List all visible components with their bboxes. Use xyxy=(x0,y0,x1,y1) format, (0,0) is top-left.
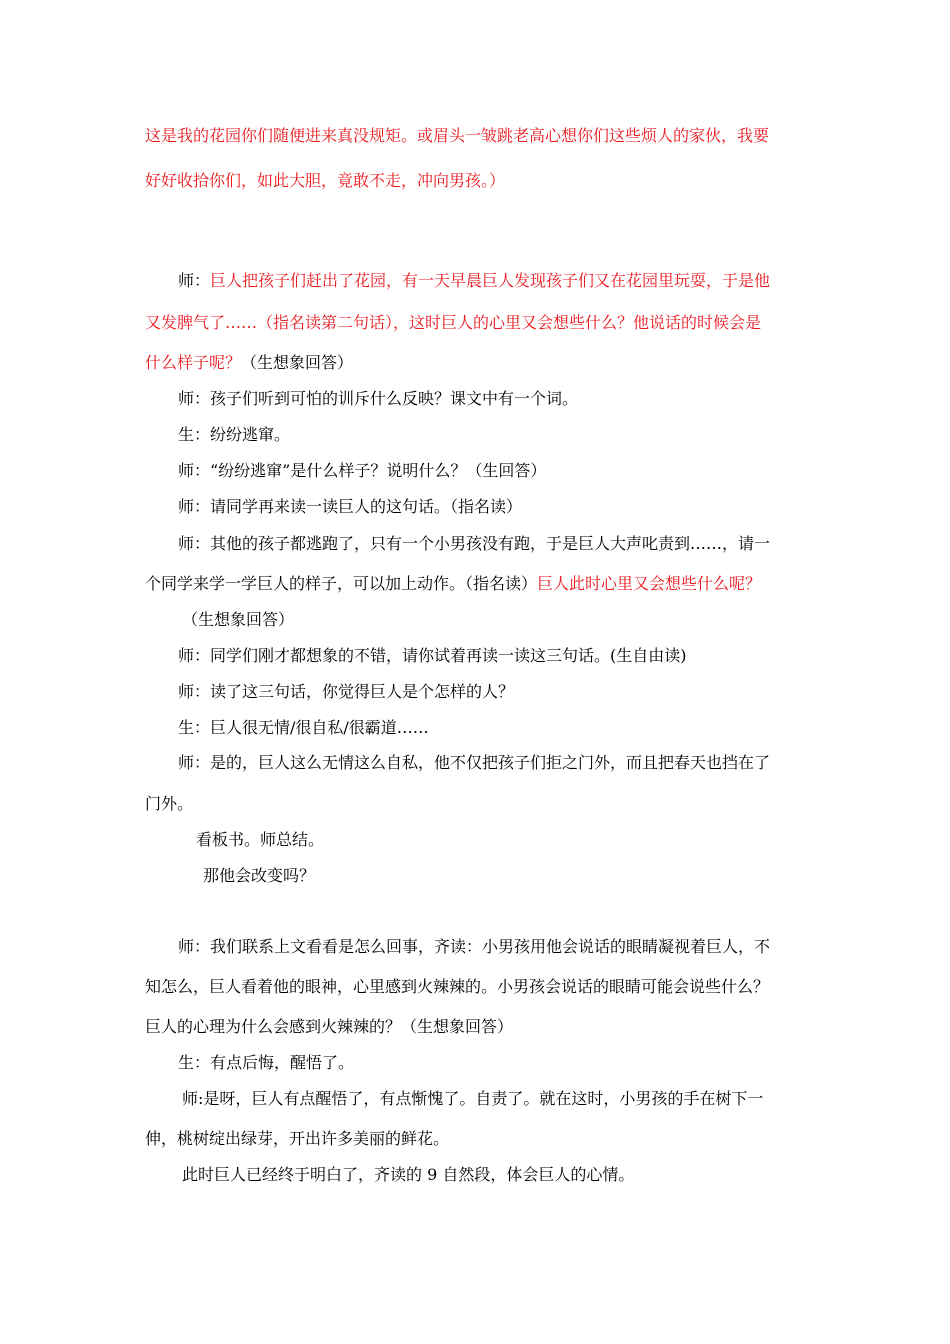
dialogue-line: 知怎么，巨人看着他的眼神，心里感到火辣辣的。小男孩会说话的眼睛可能会说些什么？ xyxy=(145,977,770,996)
paragraph-1-line-2: 好好收拾你们，如此大胆，竟敢不走，冲向男孩。） xyxy=(145,171,506,190)
dialogue-line: 伸，桃树绽出绿芽，开出许多美丽的鲜花。 xyxy=(145,1129,450,1148)
dialogue-line: 师：“纷纷逃窜”是什么样子？说明什么？（生回答） xyxy=(178,461,547,480)
plain-text: 个同学来学一学巨人的样子，可以加上动作。（指名读） xyxy=(145,574,538,593)
dialogue-line: 师：孩子们听到可怕的训斥什么反映？课文中有一个词。 xyxy=(178,389,579,408)
speaker-label: 师： xyxy=(178,271,211,290)
dialogue-line xyxy=(145,574,761,594)
paragraph-2-line-1 xyxy=(178,271,770,291)
dialogue-line: 此时巨人已经终于明白了，齐读的 9 自然段，体会巨人的心情。 xyxy=(182,1165,635,1184)
paragraph-2-line-3 xyxy=(145,353,353,373)
dialogue-line: 师：请同学再来读一读巨人的这句话。（指名读） xyxy=(178,497,523,516)
dialogue-line: 生：纷纷逃窜。 xyxy=(178,425,291,444)
dialogue-line: 师：同学们刚才都想象的不错，请你试着再读一读这三句话。(生自由读) xyxy=(178,646,687,665)
dialogue-line: （生想象回答） xyxy=(182,610,295,629)
highlighted-text: 巨人把孩子们赶出了花园，有一天早晨巨人发现孩子们又在花园里玩耍，于是他 xyxy=(210,271,771,290)
dialogue-line: 师：我们联系上文看看是怎么回事，齐读：小男孩用他会说话的眼睛凝视着巨人，不 xyxy=(178,937,771,956)
dialogue-line: 师:是呀，巨人有点醒悟了，有点惭愧了。自责了。就在这时，小男孩的手在树下一 xyxy=(182,1089,764,1108)
dialogue-line: 巨人的心理为什么会感到火辣辣的？（生想象回答） xyxy=(145,1017,514,1036)
dialogue-line: 门外。 xyxy=(145,794,194,813)
dialogue-line: 生：有点后悔，醒悟了。 xyxy=(178,1053,355,1072)
dialogue-line: 那他会改变吗？ xyxy=(203,866,316,885)
dialogue-line: 生：巨人很无情/很自私/很霸道…… xyxy=(178,718,429,737)
dialogue-line: 师：读了这三句话，你觉得巨人是个怎样的人？ xyxy=(178,682,515,701)
dialogue-line: 看板书。师总结。 xyxy=(196,830,325,849)
plain-text: （生想象回答） xyxy=(241,353,354,372)
paragraph-1-line-1: 这是我的花园你们随便进来真没规矩。或眉头一皱跳老高心想你们这些烦人的家伙，我要 xyxy=(145,126,770,145)
dialogue-line: 师：是的，巨人这么无情这么自私，他不仅把孩子们拒之门外，而且把春天也挡在了 xyxy=(178,753,771,772)
dialogue-line: 师：其他的孩子都逃跑了，只有一个小男孩没有跑，于是巨人大声叱责到……，请一 xyxy=(178,534,771,553)
highlighted-text: 巨人此时心里又会想些什么呢？ xyxy=(537,574,762,593)
paragraph-2-line-2: 又发脾气了……（指名读第二句话），这时巨人的心里又会想些什么？他说话的时候会是 xyxy=(145,313,762,332)
highlighted-text: 什么样子呢？ xyxy=(145,353,242,372)
